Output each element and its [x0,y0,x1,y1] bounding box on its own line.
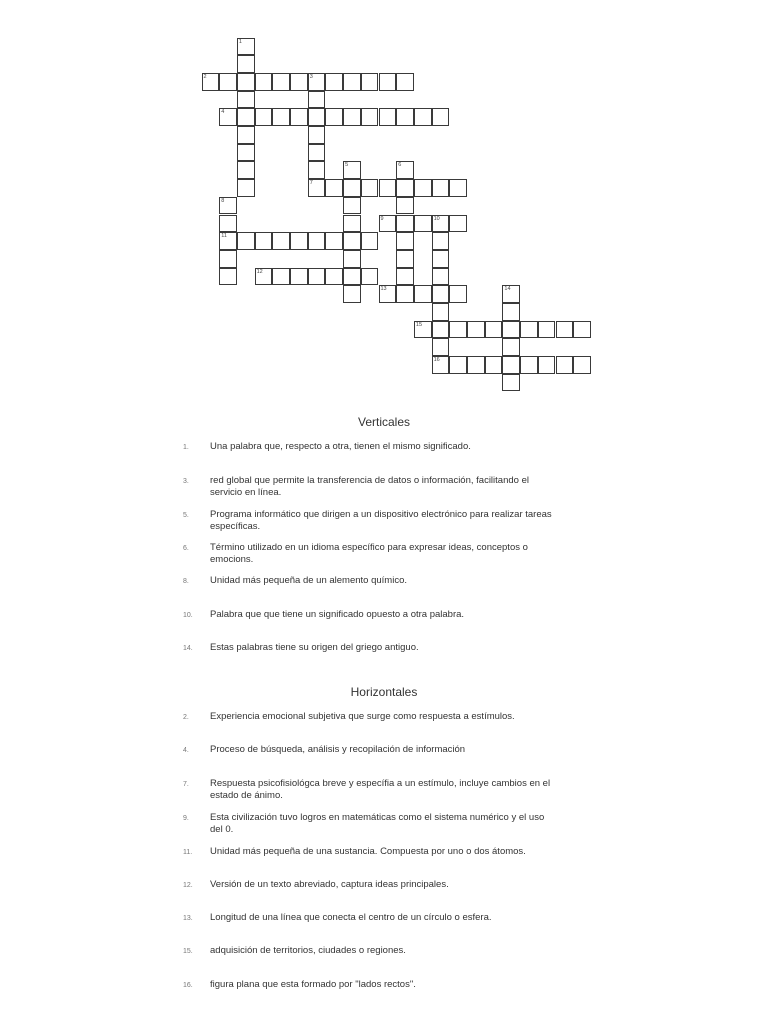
clue-text: Versión de un texto abreviado, captura ideas principales. [210,879,449,890]
crossword-cell[interactable] [449,215,467,233]
crossword-cell[interactable] [272,268,290,286]
clue-number: 10. [183,612,193,619]
crossword-cell[interactable] [343,250,361,268]
crossword-cell[interactable] [379,215,397,233]
clue-number: 12. [183,882,193,889]
clue-number-label: 10 [433,215,440,222]
crossword-cell[interactable] [219,250,237,268]
crossword-cell[interactable] [325,179,343,197]
crossword-cell[interactable] [219,268,237,286]
crossword-cell[interactable] [432,321,450,339]
clue-text: Longitud de una línea que conecta el centro de un círculo o esfera. [210,912,492,923]
clue-number-label: 1 [238,38,242,45]
clue-text: Término utilizado en un idioma específico para expresar ideas, conceptos o emocions. [210,542,528,565]
clue-number-label: 9 [380,215,384,222]
crossword-cell[interactable] [502,303,520,321]
crossword-cell[interactable] [361,73,379,91]
crossword-cell[interactable] [343,215,361,233]
clue-number: 1. [183,444,189,451]
clue-text: Estas palabras tiene su origen del griego antiguo. [210,642,419,653]
clue-number-label: 12 [256,268,263,275]
crossword-cell[interactable] [219,215,237,233]
crossword-cell[interactable] [219,197,237,215]
crossword-cell[interactable] [556,356,574,374]
clue-text: red global que permite la transferencia de datos o información, facilitando el servicio en línea. [210,475,529,498]
crossword-cell[interactable] [467,321,485,339]
crossword-cell[interactable] [290,232,308,250]
clue-number-label: 2 [203,73,207,80]
crossword-cell[interactable] [343,73,361,91]
crossword-cell[interactable] [520,356,538,374]
crossword-cell[interactable] [396,73,414,91]
crossword-cell[interactable] [237,179,255,197]
crossword-cell[interactable] [449,285,467,303]
horizontales-title: Horizontales [350,685,418,699]
crossword-cell[interactable] [396,197,414,215]
crossword-cell[interactable] [343,232,361,250]
crossword-cell[interactable] [432,303,450,321]
crossword-cell[interactable] [343,268,361,286]
crossword-cell[interactable] [308,232,326,250]
clue-text: Palabra que que tiene un significado opuesto a otra palabra. [210,609,465,620]
crossword-cell[interactable] [237,38,255,56]
crossword-cell[interactable] [379,285,397,303]
crossword-cell[interactable] [237,108,255,126]
crossword-cell[interactable] [308,91,326,109]
crossword-cell[interactable] [237,126,255,144]
clue-number: 5. [183,512,189,519]
crossword-grid [0,0,768,400]
crossword-cell[interactable] [255,268,273,286]
clue-number: 11. [183,849,193,856]
crossword-cell[interactable] [343,179,361,197]
crossword-cell[interactable] [432,268,450,286]
crossword-cell[interactable] [520,321,538,339]
clue-text: Unidad más pequeña de un alemento químico. [210,575,407,586]
crossword-cell[interactable] [432,250,450,268]
crossword-cell[interactable] [414,285,432,303]
crossword-cell[interactable] [432,179,450,197]
clue-number-label: 7 [309,180,313,187]
crossword-cell[interactable] [502,374,520,392]
crossword-cell[interactable] [343,108,361,126]
clue-number: 8. [183,578,189,585]
crossword-cell[interactable] [538,321,556,339]
crossword-cell[interactable] [414,108,432,126]
clue-number-label: 3 [309,73,313,80]
clue-number-label: 8 [221,197,225,204]
crossword-cell[interactable] [432,338,450,356]
crossword-cell[interactable] [343,285,361,303]
crossword-cell[interactable] [432,232,450,250]
crossword-cell[interactable] [379,73,397,91]
crossword-cell[interactable] [396,285,414,303]
crossword-cell[interactable] [237,144,255,162]
clue-number: 9. [183,815,189,822]
crossword-cell[interactable] [237,161,255,179]
crossword-cell[interactable] [308,179,326,197]
crossword-cell[interactable] [414,321,432,339]
crossword-cell[interactable] [255,232,273,250]
crossword-cell[interactable] [272,73,290,91]
clue-text: Esta civilización tuvo logros en matemáticas como el sistema numérico y el uso del 0. [210,812,545,835]
clue-text: adquisición de territorios, ciudades o regiones. [210,945,406,956]
clue-text: Respuesta psicofisiológca breve y específia a un estímulo, incluye cambios en el estado de ánimo. [210,778,551,801]
crossword-cell[interactable] [361,268,379,286]
crossword-cell[interactable] [449,321,467,339]
clue-number: 6. [183,545,189,552]
clue-number-label: 13 [380,286,387,293]
crossword-cell[interactable] [361,232,379,250]
crossword-cell[interactable] [325,232,343,250]
crossword-cell[interactable] [485,356,503,374]
crossword-cell[interactable] [237,91,255,109]
crossword-cell[interactable] [414,179,432,197]
clue-text: Experiencia emocional subjetiva que surge como respuesta a estímulos. [210,711,515,722]
clue-number-label: 15 [415,321,423,328]
crossword-cell[interactable] [325,268,343,286]
crossword-cell[interactable] [379,179,397,197]
crossword-cell[interactable] [308,73,326,91]
clue-number: 13. [183,915,193,922]
crossword-cell[interactable] [308,126,326,144]
crossword-cell[interactable] [396,215,414,233]
clue-number: 4. [183,747,189,754]
crossword-cell[interactable] [573,321,591,339]
clue-number-label: 11 [221,233,227,240]
crossword-cell[interactable] [396,268,414,286]
crossword-cell[interactable] [502,338,520,356]
clue-text: Proceso de búsqueda, análisis y recopilación de información [210,744,466,755]
crossword-cell[interactable] [396,108,414,126]
crossword-cell[interactable] [361,108,379,126]
crossword-cell[interactable] [255,73,273,91]
crossword-cell[interactable] [272,232,290,250]
clue-number-label: 5 [345,162,349,169]
clue-text: figura plana que esta formado por "lados rectos". [210,979,416,990]
crossword-cell[interactable] [308,108,326,126]
crossword-cell[interactable] [396,232,414,250]
clue-text: Una palabra que, respecto a otra, tienen el mismo significado. [210,441,471,452]
crossword-cell[interactable] [325,108,343,126]
crossword-cell[interactable] [308,268,326,286]
clue-number-label: 14 [504,286,511,293]
crossword-cell[interactable] [538,356,556,374]
clue-number-label: 16 [433,357,440,364]
crossword-cell[interactable] [219,108,237,126]
crossword-cell[interactable] [290,73,308,91]
crossword-cell[interactable] [255,108,273,126]
crossword-cell[interactable] [308,161,326,179]
crossword-cell[interactable] [449,179,467,197]
crossword-cell[interactable] [432,215,450,233]
clue-text: Unidad más pequeña de una sustancia. Compuesta por uno o dos átomos. [210,846,526,857]
crossword-cell[interactable] [396,179,414,197]
crossword-cell[interactable] [414,215,432,233]
clue-number: 14. [183,645,193,652]
crossword-cell[interactable] [502,321,520,339]
crossword-cell[interactable] [556,321,574,339]
crossword-cell[interactable] [237,73,255,91]
crossword-cell[interactable] [343,197,361,215]
crossword-cell[interactable] [432,108,450,126]
crossword-cell[interactable] [219,232,237,250]
crossword-cell[interactable] [396,250,414,268]
clue-number: 2. [183,714,189,721]
clue-number-label: 4 [221,109,225,116]
crossword-cell[interactable] [573,356,591,374]
clue-number: 16. [183,982,193,989]
crossword-cell[interactable] [379,108,397,126]
crossword-cell[interactable] [237,55,255,73]
crossword-cell[interactable] [396,161,414,179]
verticales-title: Verticales [357,415,411,429]
crossword-cell[interactable] [325,73,343,91]
crossword-cell[interactable] [308,144,326,162]
clue-number-label: 6 [398,162,402,169]
clue-number: 7. [183,781,189,788]
crossword-cell[interactable] [449,356,467,374]
crossword-cell[interactable] [290,108,308,126]
clue-text: Programa informático que dirigen a un dispositivo electrónico para realizar tareas específicas. [210,509,552,532]
crossword-cell[interactable] [361,179,379,197]
clue-number: 3. [183,478,189,485]
crossword-cell[interactable] [467,356,485,374]
crossword-cell[interactable] [502,356,520,374]
crossword-cell[interactable] [485,321,503,339]
crossword-cell[interactable] [237,232,255,250]
crossword-cell[interactable] [219,73,237,91]
crossword-cell[interactable] [432,285,450,303]
crossword-cell[interactable] [343,161,361,179]
crossword-cell[interactable] [432,356,450,374]
crossword-cell[interactable] [272,108,290,126]
crossword-cell[interactable] [202,73,220,91]
crossword-cell[interactable] [290,268,308,286]
clue-number: 15. [183,948,193,955]
crossword-cell[interactable] [502,285,520,303]
